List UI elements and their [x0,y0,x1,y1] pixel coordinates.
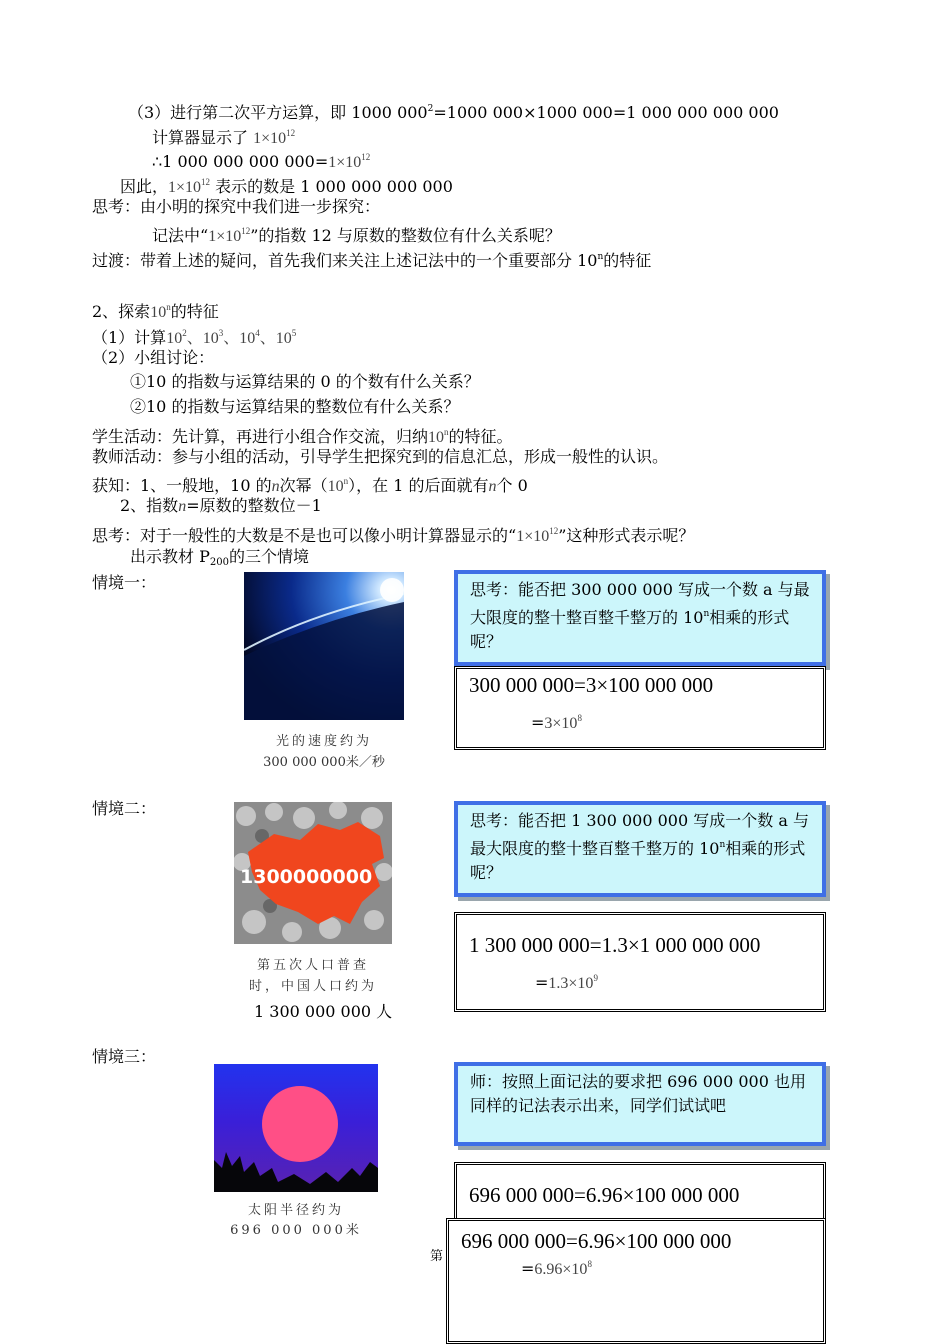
exponent: 9 [593,973,598,983]
equals: = [531,713,545,732]
text: 出示教材 P [130,547,210,566]
text: 获知：1、一般地，10 的 [92,476,272,495]
sci-base: 、10 [259,330,292,347]
line-transition [92,246,651,272]
text: 学生活动：先计算，再进行小组合作交流，归纳 [92,427,429,446]
exponent: 12 [286,128,296,138]
sun-caption-1: 太阳半径约为 [247,1203,344,1218]
scenario-2-label: 情境二： [92,799,157,818]
answer-equation: 696 000 000=6.96×100 000 000 [469,1183,740,1207]
scenario-1-label: 情境一： [92,573,157,592]
text: 思考：对于一般性的大数是不是也可以像小明计算器显示的“ [92,526,517,545]
line-section-2 [92,296,219,324]
equals: = [521,1259,535,1278]
sci-base: 10 [428,429,445,446]
variable-n: n [488,478,497,495]
powers-list [166,330,296,347]
exponent: n [597,252,604,262]
sci-notation [168,179,210,196]
sun-icon [214,1064,378,1192]
text: 因此， [120,177,169,196]
text: 思考：能否把 300 000 000 写成一个数 a 与最大限度的整十整百整千整万的 10 [470,580,810,627]
answer-box-3-overlay [446,1218,826,1344]
text: 相乘的形式呢？ [470,608,790,651]
sci-base: 10 [327,478,344,495]
line-conclusion-2 [120,495,322,518]
line-textbook [130,546,309,574]
text: 计算器显示了 [152,128,249,147]
text: 2、指数 [120,496,179,515]
text: （1）计算 [92,328,167,347]
sci-notation [428,429,449,446]
light-speed-caption-2: 300 000 000米／秒 [263,755,385,770]
sci-base: 10 [150,304,167,321]
sci-notation [150,304,171,321]
sci-base: 1×10 [328,154,362,171]
line-step3 [128,98,779,124]
answer-equation: 696 000 000=6.96×100 000 000 [461,1229,732,1253]
text: 的三个情境 [228,547,309,566]
text: ），在 1 的后面就有 [348,476,489,495]
text: 过渡：带着上述的疑问，首先我们来关注上述记法中的一个重要部分 10 [92,251,598,270]
text: 思考：由小明的探究中我们进一步探究： [92,197,381,216]
teacher-text: 师：按照上面记法的要求把 696 000 000 也用同样的记法表示出来，同学们试试吧 [470,1072,806,1115]
subscript: 200 [209,557,229,568]
answer-result [535,973,598,993]
line-notation-question [152,220,561,248]
page-number-prefix: 第 [430,1249,444,1264]
sci-base: 1×10 [253,130,287,147]
text: 的特征 [603,251,652,270]
exponent: 8 [577,713,582,723]
exponent: 12 [241,226,251,236]
line-compute [92,322,296,350]
text: （2）小组讨论： [92,348,215,367]
sci-base: 、10 [186,330,219,347]
line-question-2 [130,396,459,418]
exponent: 4 [255,328,260,338]
text: 的特征 [170,302,219,321]
population-number: 1300000000 [240,866,373,888]
variable-n: n [178,498,187,515]
think-box-2 [454,801,826,897]
sci-notation [208,228,250,245]
answer-box-2 [454,912,826,1012]
text: ②10 的指数与运算结果的整数位有什么关系？ [130,397,460,416]
exponent: 2 [182,328,187,338]
exponent: 12 [361,152,371,162]
equals: = [535,973,549,992]
exponent: n [444,427,449,437]
sci-base: 3×10 [544,715,578,732]
text: 个 0 [496,476,528,495]
sun-image [214,1064,378,1192]
china-population-image [234,802,392,944]
answer-equation: 1 300 000 000=1.3×1 000 000 000 [469,933,761,957]
text: （3）进行第二次平方运算，即 1000 000 [128,103,428,122]
population-caption-1: 第五次人口普查 [256,958,369,973]
answer-box-1 [454,666,826,750]
line-question-1 [130,371,480,393]
variable-n: n [271,478,280,495]
text: 的特征。 [448,427,513,446]
line-teacher-activity [92,446,668,468]
line-think-1 [92,196,380,218]
exponent: 3 [218,328,224,338]
text: =原数的整数位－1 [186,496,322,515]
sci-base: 1×10 [168,179,202,196]
text: 表示的数是 1 000 000 000 000 [215,177,453,196]
light-speed-caption-1: 光的速度约为 [275,734,372,749]
text: ”这种形式表示呢？ [558,526,695,545]
answer-result [531,713,582,733]
light-speed-image [244,572,404,720]
exponent: n [343,476,349,486]
sci-base: 、10 [223,330,256,347]
think-text [470,809,812,885]
exponent: 8 [587,1259,592,1269]
exponent: n [719,840,726,850]
scenario-3-label: 情境三： [92,1047,157,1066]
sci-notation [516,528,558,545]
text: ∴1 000 000 000 000= [152,152,329,171]
exponent: n [166,302,171,312]
line-group-discussion [92,347,214,369]
exponent: 12 [201,177,211,187]
line-conclusion-1 [92,470,528,498]
sun-caption-2: 696 000 000米 [230,1223,362,1238]
answer-equation: 300 000 000=3×100 000 000 [469,673,714,697]
exponent: 5 [291,328,297,338]
text: ”的指数 12 与原数的整数位有什么关系呢？ [250,226,561,245]
text: =1000 000×1000 000=1 000 000 000 000 [433,103,779,122]
population-caption-3: 1 300 000 000 人 [254,1002,393,1021]
line-student-activity [92,421,513,449]
sci-base: 10 [166,330,183,347]
line-therefore [152,146,370,174]
sci-notation [328,478,349,495]
sci-base: 6.96×10 [534,1261,588,1278]
sci-base: 1×10 [208,228,242,245]
teacher-box-3 [454,1062,826,1146]
text: 记法中“ [152,226,209,245]
text: 教师活动：参与小组的活动，引导学生把探究到的信息汇总，形成一般性的认识。 [92,447,669,466]
exponent: n [703,609,710,619]
exponent: 2 [427,104,434,114]
text: ①10 的指数与运算结果的 0 的个数有什么关系？ [130,372,480,391]
sci-notation [328,154,370,171]
sci-notation [253,130,295,147]
text: 次幂（ [279,476,328,495]
text: 相乘的形式呢？ [470,839,806,882]
line-hence [120,171,453,199]
population-caption-2: 时，中国人口约为 [248,979,377,994]
line-think-2 [92,520,694,548]
text: 思考：能否把 1 300 000 000 写成一个数 a 与最大限度的整十整百整千整万的 10 [470,811,809,858]
answer-result [521,1259,592,1279]
think-text [470,578,812,654]
sci-base: 1×10 [516,528,550,545]
text: 2、探索 [92,302,151,321]
think-box-1 [454,570,826,666]
earth-horizon-icon [244,572,404,720]
sci-base: 1.3×10 [548,975,594,992]
exponent: 12 [549,526,559,536]
